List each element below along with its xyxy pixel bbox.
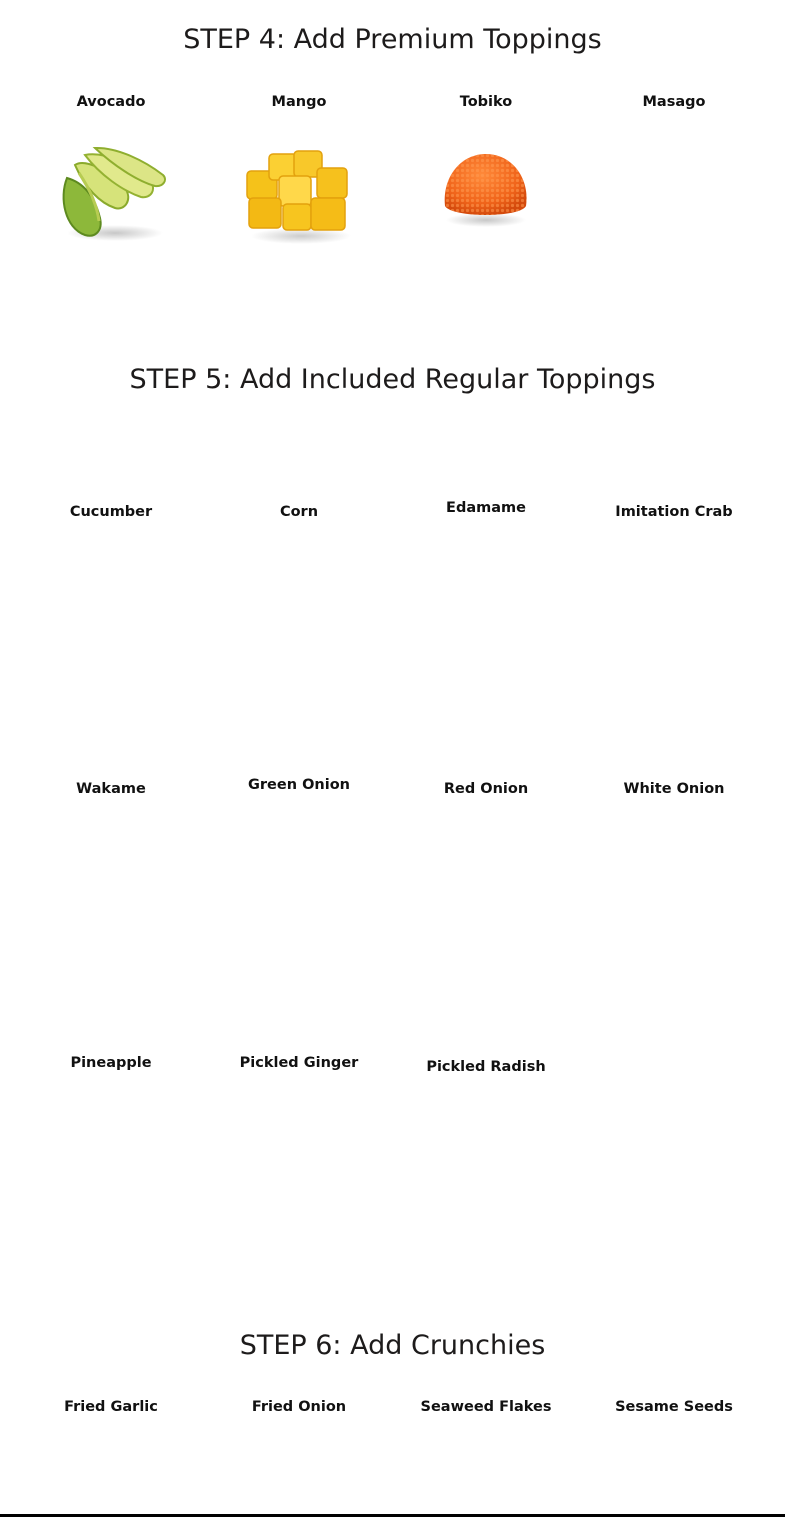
- crunchy-seaweed-flakes[interactable]: [392, 1393, 580, 1493]
- topping-label: Green Onion: [248, 777, 350, 793]
- topping-edamame[interactable]: [392, 494, 580, 684]
- topping-corn[interactable]: [205, 498, 393, 688]
- topping-label: Corn: [279, 504, 319, 520]
- topping-label: Pickled Ginger: [239, 1055, 359, 1071]
- crunchy-fried-onion[interactable]: [205, 1393, 393, 1493]
- topping-label: Imitation Crab: [615, 504, 733, 520]
- topping-red-onion[interactable]: [392, 775, 580, 965]
- topping-imitation-crab[interactable]: [580, 498, 768, 688]
- step-5-title: STEP 5: Add Included Regular Toppings: [129, 364, 656, 395]
- topping-label: Tobiko: [459, 94, 513, 110]
- topping-pineapple[interactable]: [17, 1049, 205, 1239]
- step-6-title: STEP 6: Add Crunchies: [239, 1330, 546, 1361]
- topping-label: Wakame: [76, 781, 146, 797]
- topping-label: Cucumber: [69, 504, 153, 520]
- crunchy-label: Fried Garlic: [64, 1399, 158, 1415]
- topping-pickled-radish[interactable]: [392, 1053, 580, 1243]
- topping-label: Red Onion: [443, 781, 529, 797]
- tobiko-icon: [440, 148, 535, 233]
- crunchy-label: Fried Onion: [251, 1399, 347, 1415]
- topping-label: Pineapple: [70, 1055, 152, 1071]
- crunchy-label: Seaweed Flakes: [420, 1399, 552, 1415]
- topping-cucumber[interactable]: [17, 498, 205, 688]
- topping-masago[interactable]: [580, 88, 768, 278]
- topping-label: Avocado: [76, 94, 146, 110]
- topping-white-onion[interactable]: [580, 775, 768, 965]
- crunchy-fried-garlic[interactable]: [17, 1393, 205, 1493]
- topping-pickled-ginger[interactable]: [205, 1049, 393, 1239]
- topping-mango[interactable]: [205, 88, 393, 278]
- topping-avocado[interactable]: [17, 88, 205, 278]
- mango-icon: [239, 146, 359, 246]
- topping-label: Mango: [271, 94, 327, 110]
- topping-label: Edamame: [446, 500, 526, 516]
- crunchy-label: Sesame Seeds: [615, 1399, 733, 1415]
- topping-tobiko[interactable]: [392, 88, 580, 278]
- topping-label: Pickled Radish: [426, 1059, 546, 1075]
- crunchy-sesame-seeds[interactable]: [580, 1393, 768, 1493]
- topping-label: Masago: [642, 94, 706, 110]
- topping-green-onion[interactable]: [205, 771, 393, 961]
- topping-label: White Onion: [623, 781, 725, 797]
- step-4-title: STEP 4: Add Premium Toppings: [183, 24, 602, 55]
- topping-wakame[interactable]: [17, 775, 205, 965]
- avocado-icon: [55, 143, 170, 243]
